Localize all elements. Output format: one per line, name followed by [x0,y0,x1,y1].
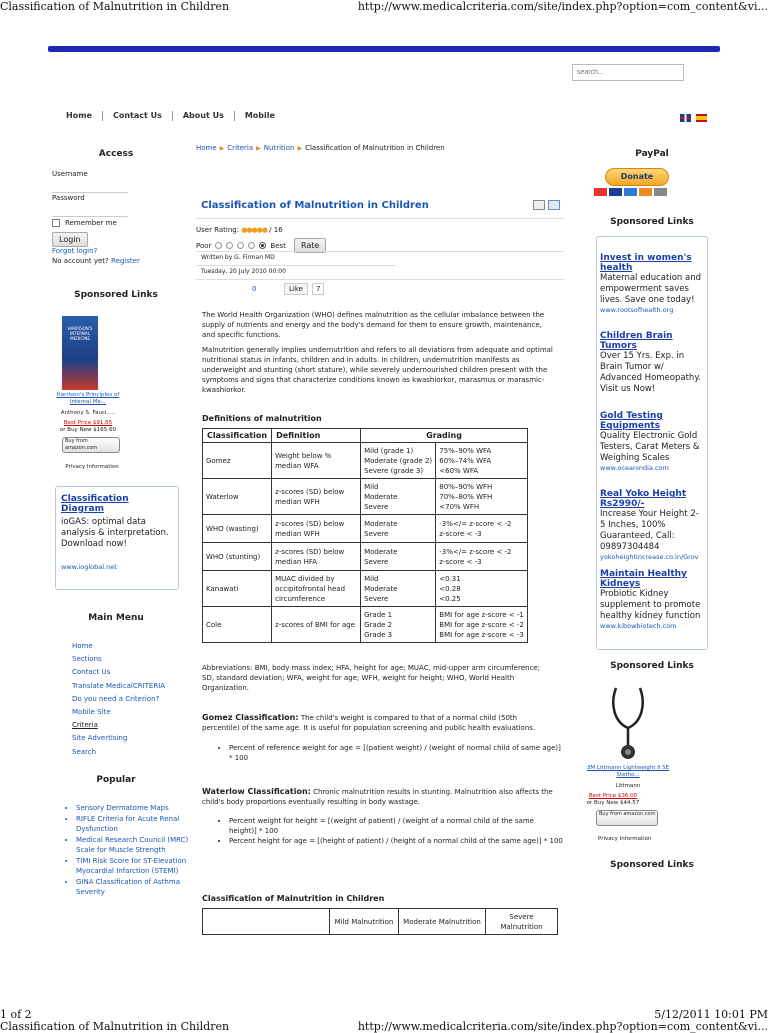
print-header-url: http://www.medicalcriteria.com/site/index.php?option=com_content&vi... [357,0,768,13]
table-cell: Moderate Severe [361,543,436,571]
table-cell: <0.31 <0.28 <0.25 [436,571,528,607]
print-footer-url: http://www.medicalcriteria.com/site/index.php?option=com_content&vi... [357,1020,768,1033]
register-link[interactable]: Register [111,257,140,265]
top-nav [66,111,285,121]
email-icon[interactable] [548,200,560,210]
username-field[interactable] [52,181,128,193]
table-row [203,543,528,571]
right-ad[interactable] [600,489,704,561]
remember-checkbox[interactable] [52,219,60,227]
nav-contact-us[interactable]: Contact Us [103,111,173,121]
payment-cards [594,188,667,196]
password-field[interactable] [52,205,128,217]
gomez-bullet: • Percent of reference weight for age = [(patient weight) / (weight of normal child of same age)] * 100 [229,743,563,763]
popular-list [62,803,204,898]
like-count: 7 [312,283,324,295]
share-count: 0 [252,285,257,293]
table-cell: z-scores (SD) below median WFH [272,479,361,515]
menu-item-need-criterion[interactable]: Do you need a Criterion? [72,694,160,703]
right-sponsored-heading-3: Sponsored Links [610,860,694,870]
visa-icon [609,188,622,196]
book-author: Anthony S. Fauci, ... [60,410,116,416]
no-account-text: No account yet? [52,257,109,265]
right-ad-title[interactable]: Children Brain Tumors [600,331,673,351]
table-cell: 80%–90% WFH 70%–80% WFH <70% WFH [436,479,528,515]
table-cell: Mild Moderate Severe [361,479,436,515]
gomez-title: Gomez Classification: [202,713,299,722]
user-rating-count: / 16 [269,226,283,234]
search-input[interactable] [572,64,684,81]
password-label: Password [52,194,85,202]
product-brand: Littmann [615,783,641,789]
forgot-login-link[interactable]: Forgot login? [52,247,98,255]
breadcrumb-home[interactable]: Home [196,144,217,152]
right-ad-url[interactable]: www.kibowbiotech.com [600,622,677,630]
popular-item[interactable]: • Sensory Dermatome Maps [76,803,204,813]
table-cell: Mild Moderate Severe [361,571,436,607]
article-meta [196,251,564,280]
print-footer-title: Classification of Malnutrition in Children [0,1020,230,1033]
table-cell: BMI for age z-score < -1 BMI for age z-score < -2 BMI for age z-score < -3 [436,607,528,643]
menu-item-mobile-site[interactable]: Mobile Site [72,707,111,716]
product-best-price[interactable]: Best Price $36.00 [588,793,638,799]
classification-heading: Classification of Malnutrition in Children [202,894,385,903]
article-author: Written by G. Firman MD [201,254,275,261]
table-row [203,571,528,607]
popular-item[interactable]: • RIFLE Criteria for Acute Renal Dysfunction [76,814,204,834]
table-cell: Gomez [203,443,272,479]
table-cell: Moderate Severe [361,515,436,543]
right-ad[interactable] [600,411,704,472]
breadcrumb-arrow-icon: ▶ [256,144,261,152]
product-title-link[interactable]: 3M Littmann Lightweight II SE Stetho... [586,765,670,778]
nav-mobile[interactable]: Mobile [244,111,275,120]
breadcrumb-nutrition[interactable]: Nutrition [263,144,295,152]
right-ad-text: Over 15 Yrs. Exp. in Brain Tumor w/ Advanced Homeopathy. Visit us Now! [600,351,701,394]
breadcrumb-current: Classification of Malnutrition in Children [305,144,445,152]
uk-flag-icon[interactable] [680,114,691,122]
menu-item-home[interactable]: Home [72,642,93,650]
table-cell: WHO (stunting) [203,543,272,571]
table-row [203,479,528,515]
table-cell: Grade 1 Grade 2 Grade 3 [361,607,436,643]
print-footer-datetime: 5/12/2011 10:01 PM [654,1008,768,1021]
privacy-info-link[interactable]: Privacy Information [65,464,119,470]
popular-item[interactable]: • Medical Research Council (MRC) Scale for Muscle Strength [76,835,204,855]
left-sponsored-heading: Sponsored Links [74,290,158,300]
article-date: Tuesday, 20 July 2010 00:00 [201,268,286,275]
nav-about-us[interactable]: About Us [173,111,235,121]
like-button[interactable] [284,283,308,295]
right-ad[interactable] [600,569,704,630]
waterlow-bullet: • Percent height for age = [(height of patient) / (height of a normal child of the same age)] * 100 [229,836,563,846]
top-accent-bar [48,46,720,52]
class-header [203,909,330,935]
article-para-1: The World Health Organization (WHO) defines malnutrition as the cellular imbalance between the supply of nutrients and energy and the body's demand for them to ensure growth, maintenance, and specific functions. [202,311,545,339]
menu-item-sections[interactable]: Sections [72,655,102,664]
table-cell: -3%</= z-score < -2 z-score < -3 [436,515,528,543]
right-ad-url[interactable]: www.oceanindia.com [600,464,669,472]
article-title: Classification of Malnutrition in Children [201,200,429,211]
donate-button[interactable]: Donate [605,168,669,186]
left-text-ad[interactable] [55,486,179,590]
right-ad-title[interactable]: Gold Testing Equipments [600,411,663,431]
right-ad-url[interactable]: www.rootsofhealth.org [600,306,674,314]
breadcrumb-arrow-icon: ▶ [219,144,225,152]
table-cell: z-scores (SD) below median HFA [272,543,361,571]
table-cell: Cole [203,607,272,643]
remember-label: Remember me [65,219,117,227]
product-amazon-label: Buy from amazon.com [599,811,656,817]
login-button[interactable]: Login [52,232,88,247]
discover-icon [639,188,652,196]
print-header-title: Classification of Malnutrition in Children [0,0,230,13]
book-cover-image[interactable]: HARRISON'S INTERNAL MEDICINE [62,316,98,390]
product-amazon-button[interactable] [596,810,658,826]
gomez-text: The child's weight is compared to that of a normal child (50th percentile) of the same age. It is useful for population screening and public health evaluations. [202,714,536,732]
right-ad[interactable] [600,331,704,395]
table-cell: z-scores of BMI for age [272,607,361,643]
menu-item-search[interactable]: Search [72,747,97,756]
left-ad-title[interactable]: Classification Diagram [61,494,129,514]
table-row [203,607,528,643]
menu-item-site-advertising[interactable]: Site Advertising [72,734,128,743]
spain-flag-icon[interactable] [696,114,707,122]
breadcrumb-criteria[interactable]: Criteria [227,144,254,152]
language-flags [680,107,707,126]
table-cell: z-scores (SD) below median WFH [272,515,361,543]
right-ad-title[interactable]: Maintain Healthy Kidneys [600,569,687,589]
right-sponsored-heading: Sponsored Links [610,217,694,227]
right-ad-text: Increase Your Height 2-5 Inches, 100% Guaranteed, Call: 09897304484 [600,509,699,552]
waterlow-list [215,816,563,846]
right-ad-text: Quality Electronic Gold Testers, Carat Meters & Weighing Scales [600,431,700,463]
article-para-2: Malnutrition generally implies undernutrition and refers to all deviations from adequate and optimal nutritional status in infants, children and in adults. In children, undernutrition manifests as underweight and stunting (short stature), while severely undernourished children present with the symptoms and signs that characterize conditions known as kwashiorkor, marasmus or marasmic-kwashiorkor. [202,346,553,394]
username-label: Username [52,170,88,178]
table-row [203,443,528,479]
rating-radio-4[interactable] [248,242,255,249]
class-header: Mild Malnutrition [330,909,399,935]
left-ad-url[interactable]: www.ioglobal.net [61,563,117,571]
breadcrumb [196,144,445,152]
rating-poor-label: Poor [196,241,212,250]
table-cell: WHO (wasting) [203,515,272,543]
table-header: Classification [203,429,272,443]
access-heading: Access [98,149,134,159]
right-ad-title[interactable]: Real Yoko Height Rs2990/- [600,489,687,509]
right-text-ads [596,236,708,650]
table-row [203,515,528,543]
bank-icon [654,188,667,196]
waterlow-bullet: • Percent weight for height = [(weight of patient) / (weight of a normal child of the same height)] * 100 [229,816,563,836]
right-ad[interactable] [600,253,704,314]
table-cell: Mild (grade 1) Moderate (grade 2) Severe (grade 3) [361,443,436,479]
gomez-section [202,713,554,733]
popular-heading: Popular [96,775,136,785]
book-title-link[interactable]: Harrison's Principles of Internal Me... [56,392,120,405]
rating-radio-2[interactable] [226,242,233,249]
waterlow-section [202,787,554,807]
rating-stars-icon: ●●●●● [241,226,267,234]
table-cell: Weight below % median WFA [272,443,361,479]
class-header: Moderate Malnutrition [399,909,486,935]
main-menu-heading: Main Menu [88,613,144,623]
popular-item[interactable]: • TIMI Risk Score for ST-Elevation Myocardial Infarction (STEMI) [76,856,204,876]
user-rating [196,226,283,234]
left-ad-text: ioGAS: optimal data analysis & interpretation. Download now! [61,517,169,549]
right-ad-title[interactable]: Invest in women's health [600,253,692,273]
waterlow-text: Chronic malnutrition results in stunting. Malnutrition also affects the child's body proportions eventually resulting in body wastage. [202,788,553,806]
breadcrumb-arrow-icon: ▶ [297,144,303,152]
definitions-table [202,428,528,643]
table-cell: MUAC divided by occipitofrontal head circumference [272,571,361,607]
print-icon[interactable] [533,200,545,210]
rating-best-label: Best [270,241,286,250]
definitions-heading: Definitions of malnutrition [202,414,322,423]
menu-item-translate[interactable]: Translate MedicalCRITERIA [72,681,166,690]
gomez-list [215,743,563,763]
rating-radio-5[interactable] [259,242,266,249]
menu-item-contact-us[interactable]: Contact Us [72,668,111,677]
book-buy-new: or Buy New $165.60 [59,427,117,433]
right-ad-text: Probiotic Kidney supplement to promote healthy kidney function [600,589,701,621]
amazon-buy-label: Buy from amazon.com [65,438,98,451]
nav-home[interactable]: Home [66,111,103,121]
article-title-bar [196,192,564,219]
mastercard-icon [594,188,607,196]
book-best-price[interactable]: Best Price $91.65 [63,420,113,426]
table-cell: -3%</= z-score < -2 z-score < -3 [436,543,528,571]
amex-icon [624,188,637,196]
table-cell: Kanawati [203,571,272,607]
like-label: Like [289,285,303,293]
right-sponsored-heading-2: Sponsored Links [610,661,694,671]
table-header: Grading [361,429,528,443]
popular-item[interactable]: • GINA Classification of Asthma Severity [76,877,204,897]
table-cell: Waterlow [203,479,272,515]
product-buy-new: or Buy New $44.57 [586,800,640,806]
table-cell: 75%–90% WFA 60%–74% WFA <60% WFA [436,443,528,479]
class-header: Severe Malnutrition [486,909,558,935]
main-menu-list [72,642,165,761]
rate-button[interactable]: Rate [294,238,326,253]
rating-radio-1[interactable] [215,242,222,249]
amazon-buy-button[interactable] [62,437,120,453]
right-ad-text: Maternal education and empowerment saves lives. Save one today! [600,273,701,305]
right-ad-url[interactable]: yokoheightincrease.co.in/Grov [600,553,699,561]
menu-item-criteria[interactable]: Criteria [72,721,98,730]
product-privacy-link[interactable]: Privacy Information [598,836,652,842]
paypal-heading: PayPal [635,149,669,159]
print-footer-page: 1 of 2 [0,1008,32,1021]
rating-radio-3[interactable] [237,242,244,249]
waterlow-title: Waterlow Classification: [202,787,311,796]
stethoscope-image[interactable] [606,684,650,762]
abbreviations-text: Abbreviations: BMI, body mass index; HFA, height for age; MUAC, mid-upper arm circumference; SD, standard deviation; WFA, weight for age; WFH, weight for height; WHO, World Health Organization. [202,664,540,692]
user-rating-label: User Rating: [196,226,240,234]
classification-table [202,908,558,935]
table-header: Definition [272,429,361,443]
